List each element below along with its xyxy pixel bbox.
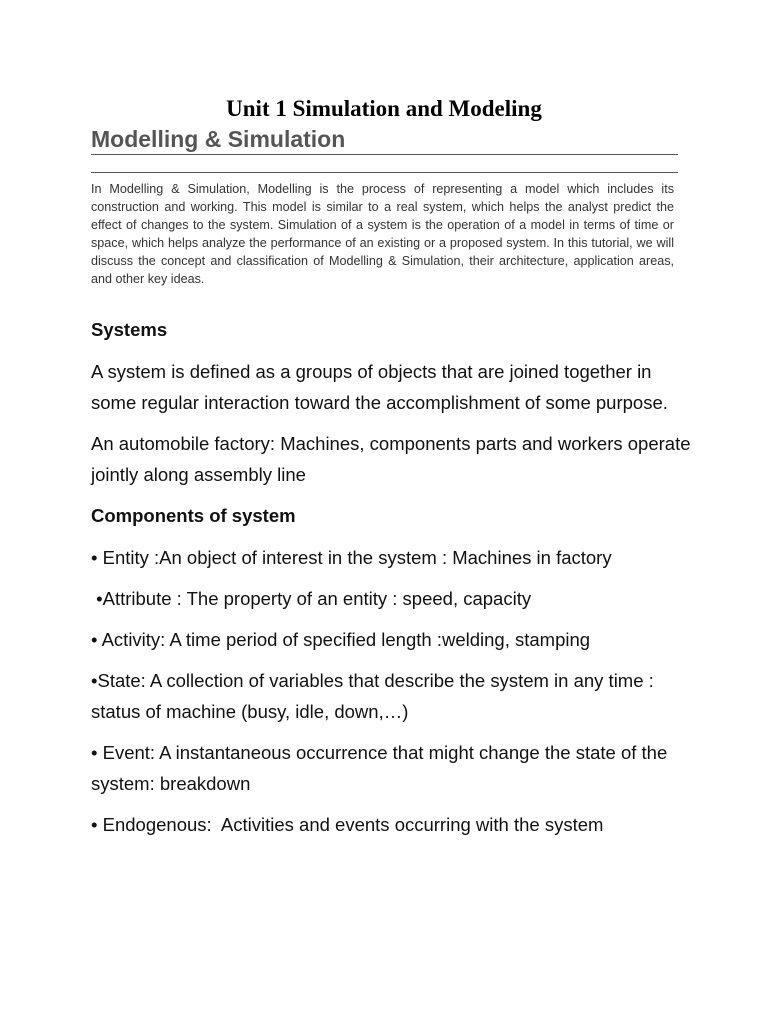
heading-divider-bottom xyxy=(91,172,678,173)
components-heading: Components of system xyxy=(91,505,296,526)
systems-definition: A system is defined as a groups of objects that are joined together in some regular interaction toward the accomplishment of some purpose. xyxy=(91,361,668,413)
heading-divider-top xyxy=(91,154,678,155)
section-heading: Modelling & Simulation xyxy=(91,126,346,152)
systems-example: An automobile factory: Machines, components parts and workers operate jointly along assembly line xyxy=(91,433,691,485)
component-endogenous: • Endogenous: Activities and events occurring with the system xyxy=(91,814,604,835)
systems-heading: Systems xyxy=(91,319,168,340)
page-title: Unit 1 Simulation and Modeling xyxy=(226,96,542,121)
component-event: • Event: A instantaneous occurrence that might change the state of the system: breakdown xyxy=(91,742,668,794)
component-attribute: •Attribute : The property of an entity : speed, capacity xyxy=(91,588,532,609)
component-entity: • Entity :An object of interest in the system : Machines in factory xyxy=(91,547,612,568)
component-activity: • Activity: A time period of specified length :welding, stamping xyxy=(91,629,591,650)
main-content xyxy=(91,314,691,850)
components-list xyxy=(91,542,691,840)
component-state: •State: A collection of variables that describe the system in any time : status of machine (busy, idle, down,…) xyxy=(91,670,654,722)
intro-paragraph: In Modelling & Simulation, Modelling is the process of representing a model which includes its construction and working. This model is similar to a real system, which helps the analyst predict the effect of changes to the system. Simulation of a system is the operation of a model in terms of time or space, which helps analyze the performance of an existing or a proposed system. In this tutorial, we will discuss the concept and classification of Modelling & Simulation, their architecture, application areas, and other key ideas. xyxy=(91,182,674,286)
